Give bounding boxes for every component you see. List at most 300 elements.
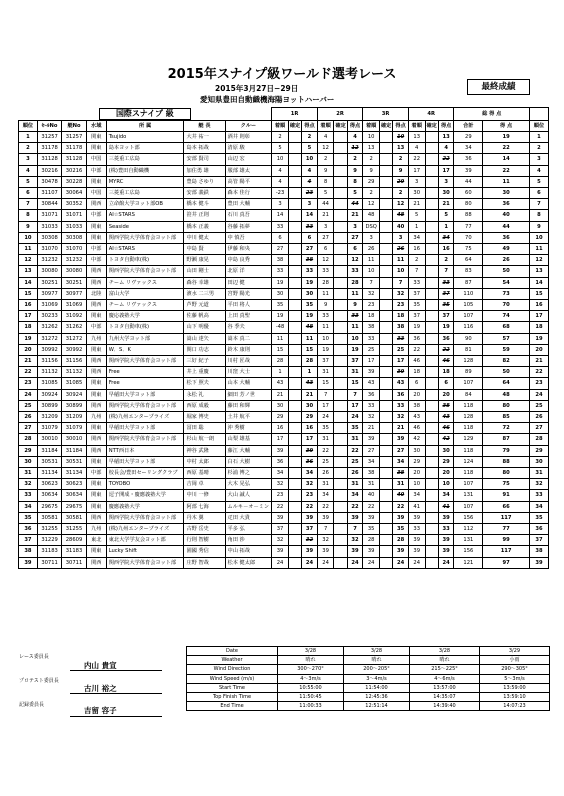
points-cell: 43 xyxy=(438,411,454,422)
hull-number-cell: 31232 xyxy=(62,255,86,266)
net-points-cell: 44 xyxy=(483,221,530,232)
confirm-cell xyxy=(379,423,392,434)
skipper-cell: 中川 一修 xyxy=(184,490,225,501)
area-cell: 関東 xyxy=(86,546,106,557)
confirm-cell xyxy=(334,411,347,422)
points-cell: 39 xyxy=(393,546,409,557)
skipper-cell: 山田 剛士 xyxy=(184,266,225,277)
rank-cell: 20 xyxy=(19,344,38,355)
table-row xyxy=(19,210,549,221)
net-points-cell: 50 xyxy=(483,266,530,277)
total-cell: 105 xyxy=(454,299,483,310)
confirm-cell xyxy=(334,344,347,355)
points-cell: 33 xyxy=(438,524,454,535)
net-points-cell: 73 xyxy=(483,288,530,299)
skipper-cell: 加住勇 雄 xyxy=(184,165,225,176)
points-cell: 2 xyxy=(347,154,363,165)
confirm-cell xyxy=(288,311,301,322)
finish-cell: 5 xyxy=(272,143,289,154)
points-cell: 31 xyxy=(393,479,409,490)
hull-number-cell: 31178 xyxy=(62,143,86,154)
table-row xyxy=(19,535,549,546)
confirm-cell xyxy=(288,199,301,210)
hull-number-cell: 31070 xyxy=(62,243,86,254)
official-role: プロテスト委員長 xyxy=(19,678,59,684)
rank-cell: 18 xyxy=(19,322,38,333)
confirm-cell xyxy=(334,165,347,176)
finish-cell: 22 xyxy=(408,344,425,355)
finish-cell: 32 xyxy=(317,535,334,546)
confirm-cell xyxy=(288,535,301,546)
sail-number-cell: 31156 xyxy=(37,355,61,366)
points-cell: 3 xyxy=(438,176,454,187)
finish-cell: -23 xyxy=(272,187,289,198)
net-points-cell: 54 xyxy=(483,277,530,288)
skipper-cell: 大井 祐一 xyxy=(184,131,225,142)
confirm-cell xyxy=(379,400,392,411)
table-row xyxy=(19,378,549,389)
final-rank-cell: 5 xyxy=(529,176,548,187)
sail-number-cell: 31262 xyxy=(37,322,61,333)
total-cell: 64 xyxy=(454,255,483,266)
points-cell: 39 xyxy=(393,434,409,445)
official-name: 吉留 容子 xyxy=(84,706,117,715)
final-rank-cell: 22 xyxy=(529,367,548,378)
finish-cell: 33 xyxy=(363,400,380,411)
finish-cell: 22 xyxy=(272,501,289,512)
confirm-cell xyxy=(334,501,347,512)
confirm-cell xyxy=(425,255,438,266)
confirm-cell xyxy=(379,367,392,378)
finish-cell: 1 xyxy=(272,367,289,378)
points-cell: 10 xyxy=(438,479,454,490)
conditions-value: 12:51:14 xyxy=(344,702,410,711)
crew-cell: 平田 将人 xyxy=(225,299,272,310)
header-points: 得点 xyxy=(438,120,454,131)
points-cell: 3 xyxy=(302,199,318,210)
class-label: 国際スナイプ 級 xyxy=(99,108,191,120)
confirm-cell xyxy=(379,411,392,422)
confirm-cell xyxy=(425,322,438,333)
confirm-cell xyxy=(334,355,347,366)
skipper-cell: 冨田 聡 xyxy=(184,423,225,434)
area-cell: 中部 xyxy=(86,322,106,333)
points-cell: 39 xyxy=(302,445,318,456)
crew-cell: 北原 洋 xyxy=(225,266,272,277)
hull-number-cell: 30216 xyxy=(62,165,86,176)
table-row xyxy=(19,255,549,266)
confirm-cell xyxy=(425,311,438,322)
points-cell: 27 xyxy=(393,445,409,456)
confirm-cell xyxy=(425,479,438,490)
final-rank-cell: 38 xyxy=(529,546,548,557)
rank-cell: 15 xyxy=(19,288,38,299)
points-cell: 6 xyxy=(302,232,318,243)
crew-cell: 川窪 大士 xyxy=(225,367,272,378)
confirm-cell xyxy=(288,524,301,535)
conditions-value: 4〜6m/s xyxy=(410,674,480,683)
crew-cell: 嵩本 真二 xyxy=(225,333,272,344)
header-rank: 順位 xyxy=(19,120,38,131)
finish-cell: 2 xyxy=(408,255,425,266)
area-cell: 関西 xyxy=(86,277,106,288)
confirm-cell xyxy=(425,344,438,355)
hull-number-cell: 31255 xyxy=(62,524,86,535)
skipper-cell: 堀家 博史 xyxy=(184,411,225,422)
affiliation-cell: 関西学院大学体育会ヨット部 xyxy=(106,557,184,568)
area-cell: 関東 xyxy=(86,456,106,467)
header-area: 水域 xyxy=(86,120,106,131)
finish-cell: 41 xyxy=(408,501,425,512)
total-cell: 131 xyxy=(454,535,483,546)
race-2-header: 2R xyxy=(317,108,363,121)
confirm-cell xyxy=(379,546,392,557)
rank-cell: 14 xyxy=(19,277,38,288)
finish-cell: 35 xyxy=(408,299,425,310)
points-cell: 33 xyxy=(347,311,363,322)
points-cell: 22 xyxy=(393,501,409,512)
total-cell: 121 xyxy=(454,557,483,568)
total-cell: 77 xyxy=(454,221,483,232)
affiliation-cell: W．S．K xyxy=(106,344,184,355)
total-cell: 44 xyxy=(454,176,483,187)
skipper-cell: 神谷 武隆 xyxy=(184,445,225,456)
rank-cell: 35 xyxy=(19,512,38,523)
finish-cell: 22 xyxy=(363,501,380,512)
finish-cell: 23 xyxy=(363,299,380,310)
points-cell: 21 xyxy=(302,389,318,400)
final-rank-cell: 33 xyxy=(529,490,548,501)
points-cell: 22 xyxy=(347,445,363,456)
finish-cell: 11 xyxy=(363,255,380,266)
confirm-cell xyxy=(379,266,392,277)
finish-cell: 10 xyxy=(363,131,380,142)
rank-cell: 39 xyxy=(19,557,38,568)
confirm-cell xyxy=(288,546,301,557)
confirm-cell xyxy=(425,456,438,467)
points-cell: 32 xyxy=(302,535,318,546)
conditions-value: 小雨 xyxy=(480,656,550,665)
hull-number-cell: 31071 xyxy=(62,210,86,221)
points-cell: 19 xyxy=(302,277,318,288)
rank-cell: 21 xyxy=(19,355,38,366)
affiliation-cell: NTT西日本 xyxy=(106,445,184,456)
confirm-cell xyxy=(334,143,347,154)
area-cell: 中部 xyxy=(86,468,106,479)
net-points-cell: 66 xyxy=(483,501,530,512)
finish-cell: 33 xyxy=(272,221,289,232)
crew-cell: 石川 真吾 xyxy=(225,210,272,221)
confirm-cell xyxy=(425,400,438,411)
finish-cell: 7 xyxy=(408,266,425,277)
confirm-cell xyxy=(425,277,438,288)
table-row xyxy=(19,479,549,490)
confirm-cell xyxy=(288,299,301,310)
points-cell: 7 xyxy=(347,389,363,400)
affiliation-cell: 関西学院大学体育会ヨット部 xyxy=(106,266,184,277)
header-net: 得 点 xyxy=(483,120,530,131)
sail-number-cell: 31033 xyxy=(37,221,61,232)
points-cell: 34 xyxy=(302,468,318,479)
finish-cell: 39 xyxy=(408,535,425,546)
race-3-header: 3R xyxy=(363,108,409,121)
table-row xyxy=(19,288,549,299)
conditions-value: 5〜3m/s xyxy=(480,674,550,683)
points-cell: 22 xyxy=(347,501,363,512)
finish-cell: 21 xyxy=(363,423,380,434)
points-cell: 32 xyxy=(393,411,409,422)
confirm-cell xyxy=(288,333,301,344)
confirm-cell xyxy=(425,333,438,344)
affiliation-cell: トヨタ自動車(株) xyxy=(106,322,184,333)
finish-cell: 2 xyxy=(272,131,289,142)
points-cell: 29 xyxy=(302,411,318,422)
finish-cell: 4 xyxy=(272,176,289,187)
finish-cell: 4 xyxy=(408,143,425,154)
sail-number-cell: 29675 xyxy=(37,501,61,512)
finish-cell: 11 xyxy=(317,288,334,299)
points-cell: 32 xyxy=(302,479,318,490)
points-cell: 24 xyxy=(302,557,318,568)
table-row xyxy=(19,546,549,557)
net-points-cell: 97 xyxy=(483,557,530,568)
finish-cell: 33 xyxy=(317,266,334,277)
confirm-cell xyxy=(379,557,392,568)
rank-cell: 17 xyxy=(19,311,38,322)
finish-cell: 37 xyxy=(408,288,425,299)
net-points-cell: 117 xyxy=(483,546,530,557)
skipper-cell: 安部 賢司 xyxy=(184,154,225,165)
area-cell: 関西 xyxy=(86,434,106,445)
crew-cell: 宮野 陽光 xyxy=(225,288,272,299)
finish-cell: 30 xyxy=(408,445,425,456)
conditions-label: Wind Speed (m/s) xyxy=(187,674,278,683)
rank-cell: 27 xyxy=(19,423,38,434)
net-points-cell: 88 xyxy=(483,456,530,467)
skipper-cell: 松下 照夫 xyxy=(184,378,225,389)
final-rank-cell: 31 xyxy=(529,468,548,479)
area-cell: 関西 xyxy=(86,299,106,310)
points-cell: 11 xyxy=(347,322,363,333)
finish-cell: 20 xyxy=(408,389,425,400)
conditions-value: 3/29 xyxy=(480,647,550,656)
hull-number-cell: 30308 xyxy=(62,232,86,243)
official-name: 古川 裕之 xyxy=(84,684,117,693)
finish-cell: 34 xyxy=(317,490,334,501)
sail-number-cell: 30711 xyxy=(37,557,61,568)
points-cell: 43 xyxy=(393,378,409,389)
affiliation-cell: 逗子開成・慶應義塾大学 xyxy=(106,490,184,501)
finish-cell: 29 xyxy=(363,176,380,187)
points-cell: 7 xyxy=(438,266,454,277)
confirm-cell xyxy=(379,187,392,198)
points-cell: 18 xyxy=(438,367,454,378)
net-points-cell: 40 xyxy=(483,210,530,221)
conditions-row xyxy=(187,702,550,711)
crew-cell: 中島 良秀 xyxy=(225,255,272,266)
area-cell: 九州 xyxy=(86,333,106,344)
finish-cell: 5 xyxy=(317,187,334,198)
points-cell: 5 xyxy=(438,210,454,221)
points-cell: 12 xyxy=(347,255,363,266)
table-row xyxy=(19,199,549,210)
conditions-row xyxy=(187,683,550,692)
points-cell: 37 xyxy=(438,311,454,322)
points-cell: 23 xyxy=(393,299,409,310)
confirm-cell xyxy=(288,344,301,355)
skipper-cell: 山下 明優 xyxy=(184,322,225,333)
finish-cell: 13 xyxy=(408,131,425,142)
skipper-cell: 佐藤 帆高 xyxy=(184,311,225,322)
area-cell: 関西 xyxy=(86,400,106,411)
points-cell: 24 xyxy=(393,557,409,568)
finish-cell: 9 xyxy=(363,165,380,176)
affiliation-cell: Seaside xyxy=(106,221,184,232)
table-row xyxy=(19,445,549,456)
sail-number-cell: 30010 xyxy=(37,434,61,445)
confirm-cell xyxy=(334,524,347,535)
finish-cell: 12 xyxy=(317,143,334,154)
total-cell: 107 xyxy=(454,479,483,490)
conditions-value: 14:35:07 xyxy=(410,693,480,702)
affiliation-cell: 三菱重工広島 xyxy=(106,187,184,198)
net-points-cell: 82 xyxy=(483,355,530,366)
points-cell: 48 xyxy=(393,210,409,221)
affiliation-cell: TOYOBO xyxy=(106,479,184,490)
area-cell: 関東 xyxy=(86,378,106,389)
rank-cell: 10 xyxy=(19,232,38,243)
finish-cell: 33 xyxy=(272,266,289,277)
confirm-cell xyxy=(379,434,392,445)
skipper-cell: 森谷 幸雄 xyxy=(184,277,225,288)
sail-number-cell: 30233 xyxy=(37,311,61,322)
area-cell: 関西 xyxy=(86,199,106,210)
final-rank-cell: 28 xyxy=(529,434,548,445)
final-rank-cell: 12 xyxy=(529,255,548,266)
points-cell: 4 xyxy=(302,176,318,187)
finish-cell: 32 xyxy=(363,411,380,422)
total-cell: 128 xyxy=(454,411,483,422)
confirm-cell xyxy=(288,221,301,232)
points-cell: 16 xyxy=(302,423,318,434)
crew-cell: 上田 真聖 xyxy=(225,311,272,322)
finish-cell: 33 xyxy=(408,277,425,288)
crew-cell: 白石 大樹 xyxy=(225,456,272,467)
affiliation-cell: 早稲田大学ヨット部 xyxy=(106,456,184,467)
finish-cell: -48 xyxy=(272,322,289,333)
affiliation-cell: 関西学院大学体育会ヨット部 xyxy=(106,512,184,523)
table-row xyxy=(19,434,549,445)
race-1-header: 1R xyxy=(272,108,318,121)
hull-number-cell: 31262 xyxy=(62,322,86,333)
points-cell: 39 xyxy=(302,512,318,523)
confirm-cell xyxy=(334,255,347,266)
finish-cell: 10 xyxy=(272,154,289,165)
conditions-value: 11:50:45 xyxy=(278,693,344,702)
rank-cell: 23 xyxy=(19,378,38,389)
total-cell: 87 xyxy=(454,277,483,288)
points-cell: 5 xyxy=(302,143,318,154)
hull-number-cell: 30623 xyxy=(62,479,86,490)
finish-cell: 10 xyxy=(363,266,380,277)
finish-cell: 16 xyxy=(272,423,289,434)
confirm-cell xyxy=(288,255,301,266)
final-rank-cell: 37 xyxy=(529,535,548,546)
finish-cell: 32 xyxy=(272,535,289,546)
rank-cell: 32 xyxy=(19,479,38,490)
confirm-cell xyxy=(334,490,347,501)
confirm-cell xyxy=(379,176,392,187)
points-cell: 39 xyxy=(347,546,363,557)
finish-cell: 24 xyxy=(272,557,289,568)
confirm-cell xyxy=(425,243,438,254)
finish-cell: 30 xyxy=(272,288,289,299)
total-cell: 83 xyxy=(454,266,483,277)
sail-number-cell: 31070 xyxy=(37,243,61,254)
net-points-cell: 80 xyxy=(483,468,530,479)
conditions-value: 11:00:33 xyxy=(278,702,344,711)
points-cell: 23 xyxy=(302,187,318,198)
finish-cell: 3 xyxy=(272,199,289,210)
header-total: 合計 xyxy=(454,120,483,131)
points-cell: 39 xyxy=(438,512,454,523)
points-cell: 28 xyxy=(393,535,409,546)
conditions-row xyxy=(187,656,550,665)
affiliation-cell: MYRC xyxy=(106,176,184,187)
points-cell: 32 xyxy=(347,535,363,546)
affiliation-cell: Free xyxy=(106,367,184,378)
points-cell: 39 xyxy=(438,546,454,557)
confirm-cell xyxy=(425,546,438,557)
confirm-cell xyxy=(425,535,438,546)
skipper-cell: 三好 紀子 xyxy=(184,355,225,366)
skipper-cell: 行則 智樹 xyxy=(184,535,225,546)
affiliation-cell: 関西学院大学体育会ヨット部 xyxy=(106,400,184,411)
crew-cell: 角田 渉 xyxy=(225,535,272,546)
crew-cell: 平多 弘 xyxy=(225,524,272,535)
net-points-cell: 48 xyxy=(483,389,530,400)
confirm-cell xyxy=(288,165,301,176)
confirm-cell xyxy=(288,501,301,512)
net-points-cell: 57 xyxy=(483,333,530,344)
rank-cell: 33 xyxy=(19,490,38,501)
points-cell: 40 xyxy=(393,221,409,232)
final-rank-cell: 21 xyxy=(529,355,548,366)
points-cell: 41 xyxy=(438,501,454,512)
points-cell: 33 xyxy=(302,266,318,277)
finish-cell: 37 xyxy=(317,355,334,366)
confirm-cell xyxy=(379,199,392,210)
points-cell: 15 xyxy=(347,378,363,389)
conditions-row xyxy=(187,674,550,683)
crew-cell: 山梨 雄基 xyxy=(225,434,272,445)
confirm-cell xyxy=(334,378,347,389)
sail-number-cell: 30531 xyxy=(37,456,61,467)
points-cell: 35 xyxy=(438,299,454,310)
finish-cell: DSQ xyxy=(363,221,380,232)
area-cell: 関東 xyxy=(86,344,106,355)
confirm-cell xyxy=(334,277,347,288)
net-points-cell: 19 xyxy=(483,131,530,142)
net-points-cell: 49 xyxy=(483,243,530,254)
confirm-cell xyxy=(334,322,347,333)
confirm-cell xyxy=(379,210,392,221)
sail-number-cell: 30977 xyxy=(37,288,61,299)
sail-number-cell: 31071 xyxy=(37,210,61,221)
hull-number-cell: 31134 xyxy=(62,468,86,479)
confirm-cell xyxy=(425,468,438,479)
finish-cell: 11 xyxy=(272,333,289,344)
